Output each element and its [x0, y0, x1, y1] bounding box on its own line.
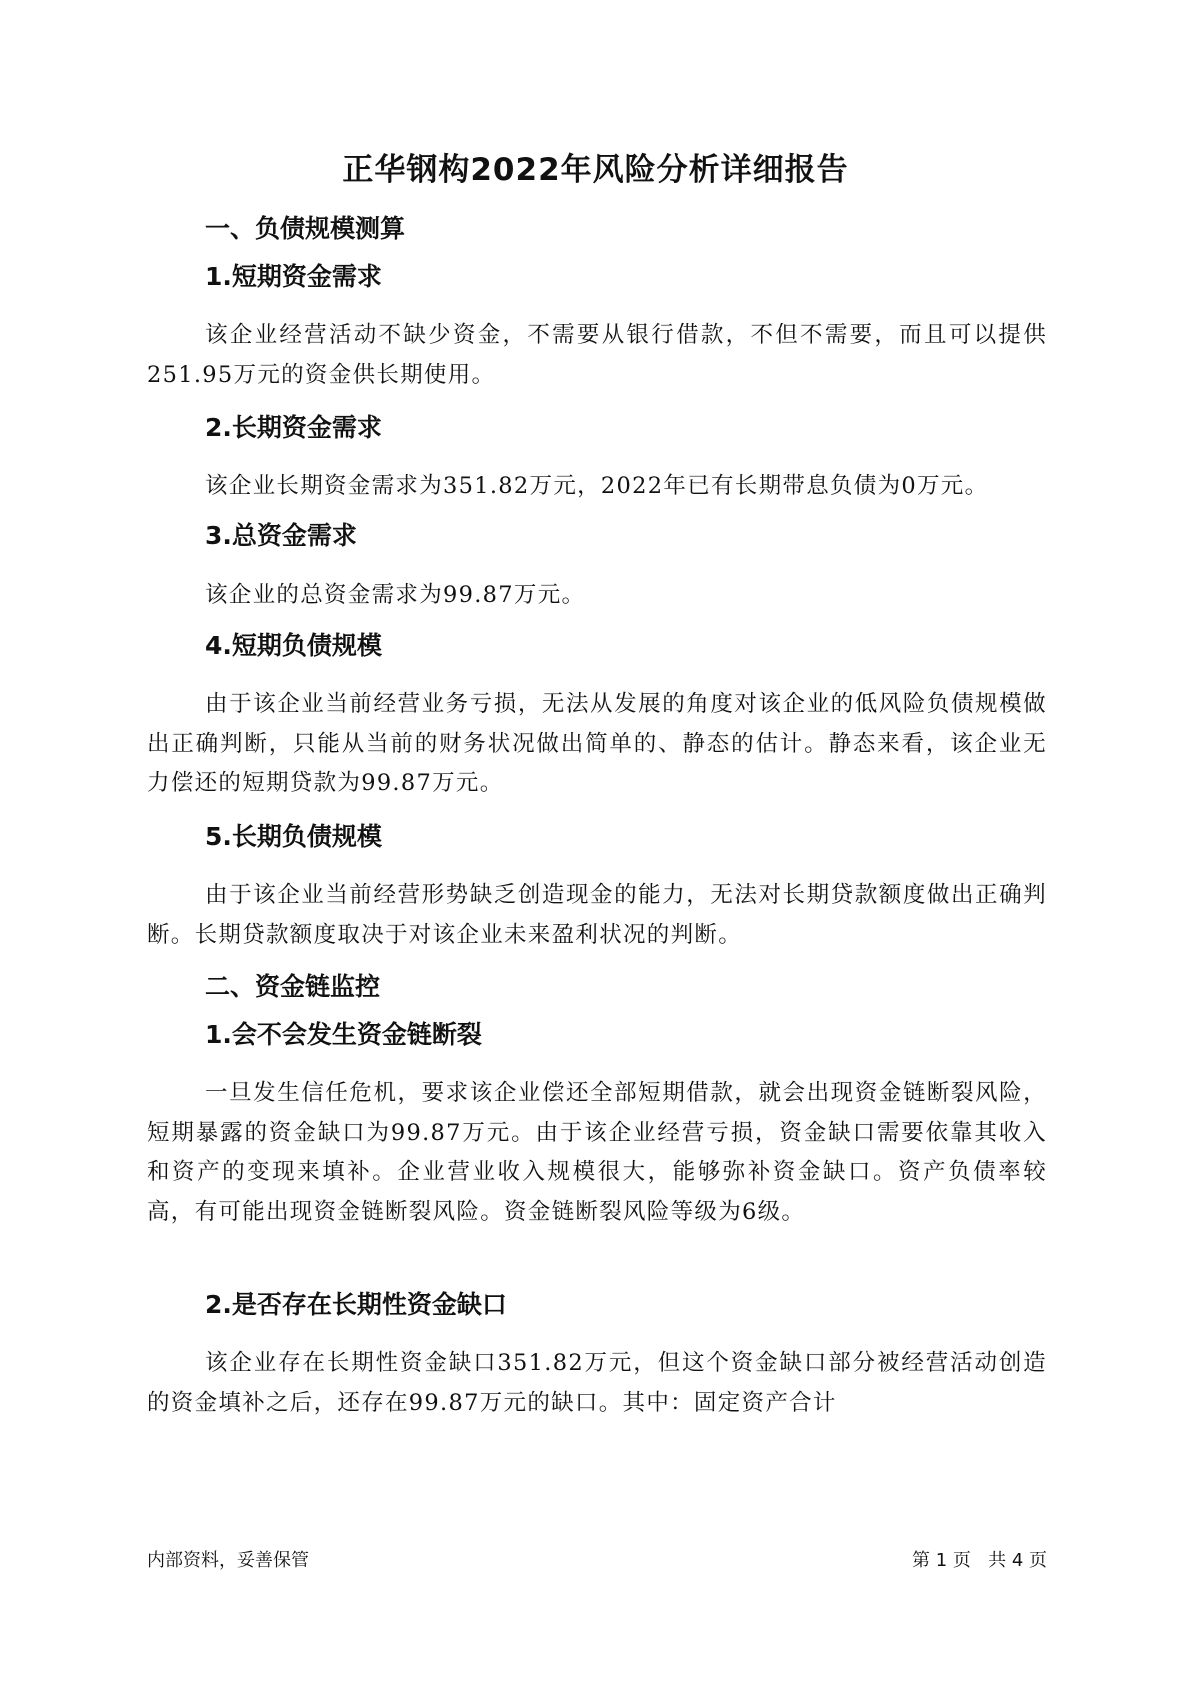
paragraph-long-term-gap: 该企业存在长期性资金缺口351.82万元，但这个资金缺口部分被经营活动创造的资金填补之后，还存在99.87万元的缺口。其中：固定资产合计: [147, 1350, 1047, 1416]
subsection-heading-cash-chain-break: 1.会不会发生资金链断裂: [205, 1020, 482, 1049]
section-heading-debt-scale: 一、负债规模测算: [205, 214, 406, 243]
subsection-heading-long-term-funding: 2.长期资金需求: [205, 413, 382, 442]
paragraph-cash-chain-break: 一旦发生信任危机，要求该企业偿还全部短期借款，就会出现资金链断裂风险，短期暴露的资金缺口为99.87万元。由于该企业经营亏损，资金缺口需要依靠其收入和资产的变现来填补。企业营业收入规模很大，能够弥补资金缺口。资产负债率较高，有可能出现资金链断裂风险。资金链断裂风险等级为6级。: [147, 1080, 1047, 1225]
total-pages: 4: [1011, 1550, 1024, 1571]
subsection-heading-total-funding: 3.总资金需求: [205, 521, 357, 550]
total-prefix: 共: [988, 1550, 1007, 1571]
page-prefix: 第: [911, 1550, 930, 1571]
total-unit: 页: [1029, 1550, 1047, 1571]
section-heading-cash-chain: 二、资金链监控: [205, 972, 381, 1001]
paragraph-short-term-debt: 由于该企业当前经营业务亏损，无法从发展的角度对该企业的低风险负债规模做出正确判断，只能从当前的财务状况做出简单的、静态的估计。静态来看，该企业无力偿还的短期贷款为99.87万元。: [147, 691, 1047, 796]
subsection-heading-short-term-funding: 1.短期资金需求: [205, 262, 382, 291]
paragraph-short-term-funding: 该企业经营活动不缺少资金，不需要从银行借款，不但不需要，而且可以提供251.95万元的资金供长期使用。: [147, 322, 1047, 388]
subsection-heading-short-term-debt: 4.短期负债规模: [205, 631, 382, 660]
document-title: 正华钢构2022年风险分析详细报告: [342, 152, 849, 188]
page-unit: 页: [952, 1550, 971, 1571]
footer-page-counter: [912, 1548, 1047, 1574]
subsection-heading-long-term-gap: 2.是否存在长期性资金缺口: [205, 1290, 507, 1319]
paragraph-long-term-debt: 由于该企业当前经营形势缺乏创造现金的能力，无法对长期贷款额度做出正确判断。长期贷款额度取决于对该企业未来盈利状况的判断。: [147, 882, 1047, 948]
footer-confidential-note: 内部资料，妥善保管: [147, 1550, 309, 1571]
paragraph-total-funding: 该企业的总资金需求为99.87万元。: [205, 582, 586, 608]
page-number: 1: [935, 1550, 948, 1571]
subsection-heading-long-term-debt: 5.长期负债规模: [205, 822, 382, 851]
paragraph-long-term-funding: 该企业长期资金需求为351.82万元，2022年已有长期带息负债为0万元。: [205, 473, 989, 499]
